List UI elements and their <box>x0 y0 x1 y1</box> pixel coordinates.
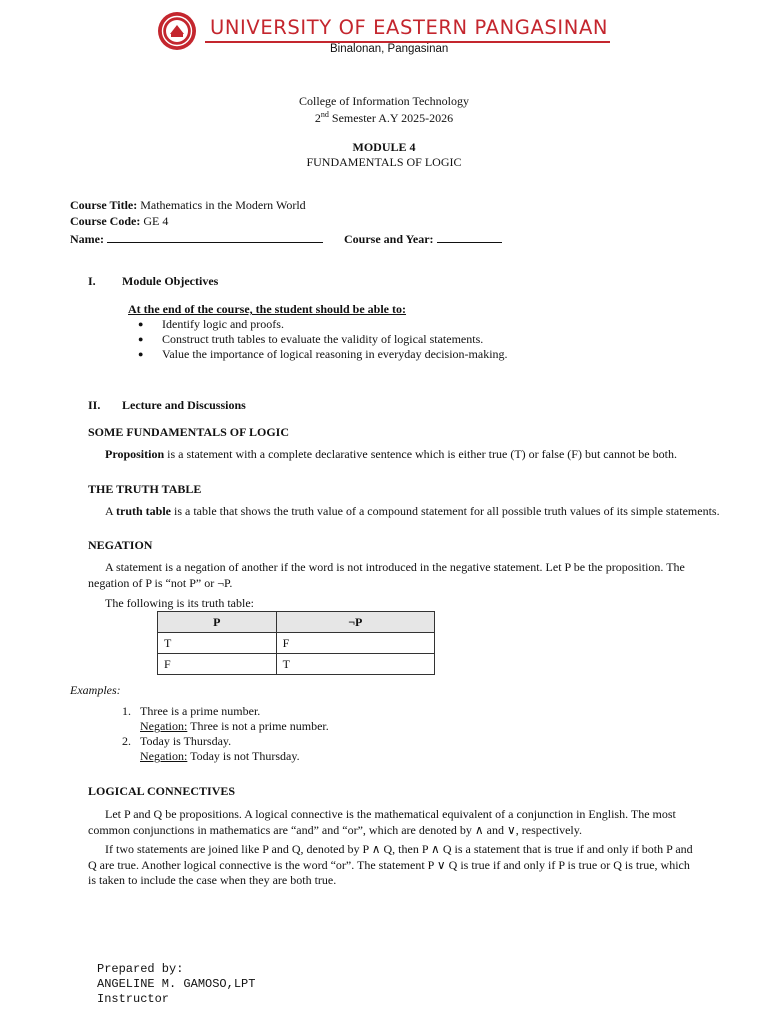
table-row <box>158 654 435 675</box>
truth-table-heading: THE TRUTH TABLE <box>88 482 202 496</box>
name-blank <box>107 230 323 243</box>
fundamentals-heading: SOME FUNDAMENTALS OF LOGIC <box>88 425 290 439</box>
negation-heading: NEGATION <box>88 538 153 552</box>
connectives-heading: LOGICAL CONNECTIVES <box>88 784 236 798</box>
example-item: 1. Three is a prime number. Negation: Three is not a prime number. <box>122 704 329 733</box>
instructor-role: Instructor <box>97 992 170 1006</box>
course-year-blank <box>437 230 502 243</box>
truth-table-intro: The following is its truth table: <box>105 596 254 610</box>
section-numeral-2: II. <box>88 398 101 412</box>
bullet-icon: ● <box>138 349 144 359</box>
course-year-field: Course and Year: <box>344 230 502 247</box>
instructor-name: ANGELINE M. GAMOSO,LPT <box>97 977 256 991</box>
connectives-paragraph-2: If two statements are joined like P and Q, denoted by P ∧ Q, then P ∧ Q is a statement that is true if and only if both P and Q are true. Another logical connective is the word “or”. The statement P ∨ Q is true if and only if P is true or Q is true, which is taken to include the case when they are both true. <box>88 842 693 887</box>
table-cell: T <box>276 654 434 675</box>
objectives-list <box>138 317 508 362</box>
objectives-heading: Module Objectives <box>122 274 219 288</box>
bullet-icon: ● <box>138 319 144 329</box>
prepared-by-label: Prepared by: <box>97 962 184 976</box>
course-code: Course Code: GE 4 <box>70 214 169 228</box>
name-field: Name: <box>70 230 323 247</box>
examples-list <box>122 704 329 764</box>
section-numeral-1: I. <box>88 274 96 288</box>
table-cell: F <box>158 654 277 675</box>
example-item: 2. Today is Thursday. Negation: Today is not Thursday. <box>122 734 300 763</box>
negation-truth-table <box>157 611 435 675</box>
objective-item: ● Value the importance of logical reasoning in everyday decision-making. <box>138 347 508 361</box>
proposition-definition: Proposition is a statement with a complete declarative sentence which is either true (T) or false (F) but cannot be both. <box>105 447 677 461</box>
module-number: MODULE 4 <box>352 140 416 154</box>
semester-line: 2nd Semester A.Y 2025-2026 <box>314 110 454 125</box>
table-cell: F <box>276 633 434 654</box>
table-header-cell: ¬P <box>276 612 434 633</box>
university-seal-logo <box>157 11 197 51</box>
examples-label: Examples: <box>70 683 121 697</box>
negation-definition: A statement is a negation of another if the word is not introduced in the negative statement. Let P be the proposition. The negation of P is “not P” or ¬P. <box>88 560 685 590</box>
connectives-paragraph-1: Let P and Q be propositions. A logical connective is the mathematical equivalent of a conjunction in English. The most common conjunctions in mathematics are “and” and “or”, which are denoted by ∧ and ∨, respectively. <box>88 807 676 837</box>
objective-item: ● Construct truth tables to evaluate the validity of logical statements. <box>138 332 484 346</box>
module-title: FUNDAMENTALS OF LOGIC <box>306 155 462 169</box>
table-row <box>158 633 435 654</box>
university-name: UNIVERSITY OF EASTERN PANGASINAN <box>210 16 609 39</box>
bullet-icon: ● <box>138 334 144 344</box>
truth-table-definition: A truth table is a table that shows the truth value of a compound statement for all possible truth values of its simple statements. <box>105 504 720 518</box>
objectives-intro: At the end of the course, the student should be able to: <box>128 302 407 316</box>
table-header-cell: P <box>158 612 277 633</box>
course-title: Course Title: Mathematics in the Modern World <box>70 198 306 212</box>
college-name: College of Information Technology <box>299 94 469 108</box>
objective-item: ● Identify logic and proofs. <box>138 317 284 331</box>
university-location: Binalonan, Pangasinan <box>330 43 449 55</box>
table-header-row <box>158 612 435 633</box>
table-cell: T <box>158 633 277 654</box>
lecture-heading: Lecture and Discussions <box>122 398 246 412</box>
